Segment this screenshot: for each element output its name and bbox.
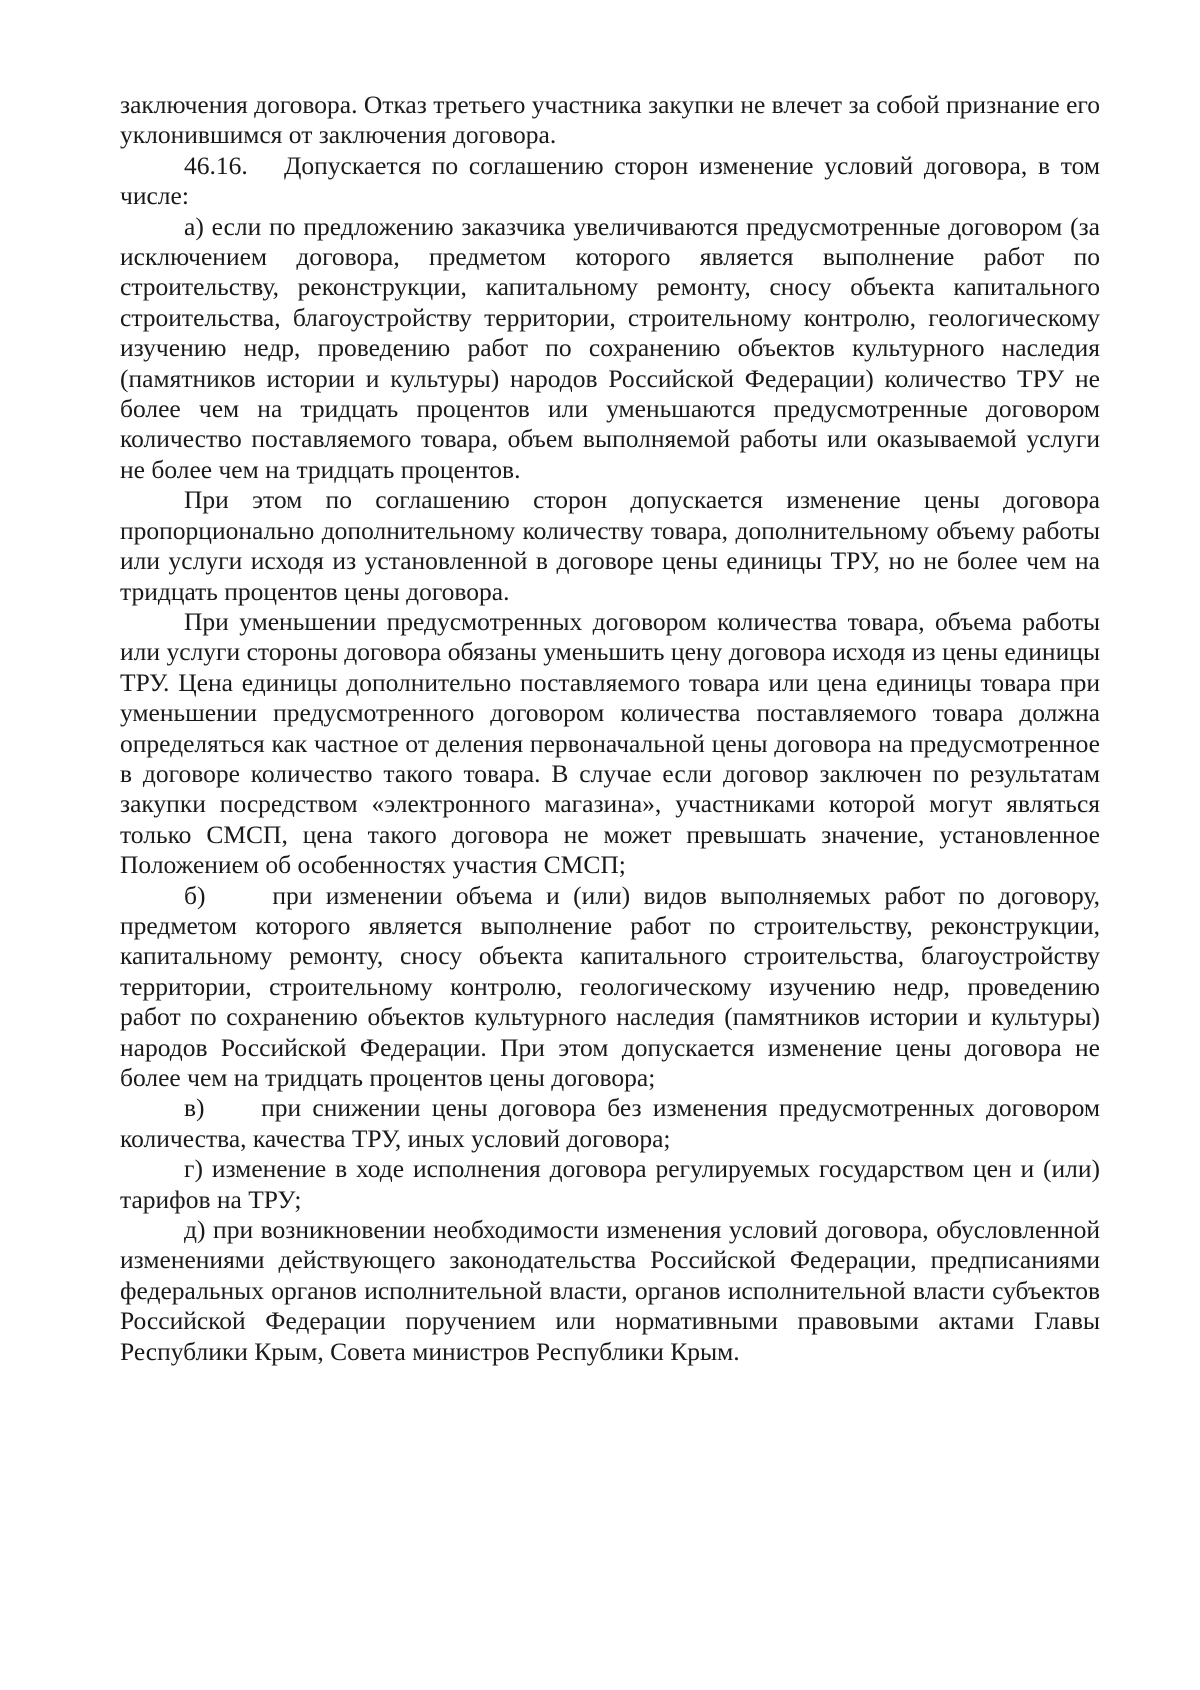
list-item-b [120,881,1100,1094]
clause-number: 46.16. [184,150,248,180]
document-body [120,90,1100,1367]
clause-46-16 [120,151,1100,212]
paragraph-price-increase: При этом по соглашению сторон допускается изменение цены договора пропорционально дополнительному количеству товара, дополнительному объему работы или услуги исходя из установленной в договоре цены единицы ТРУ, но не более чем на тридцать процентов цены договора. [120,485,1100,606]
item-letter: б) [184,880,206,910]
list-item-d [120,1215,1100,1367]
item-letter: г) [184,1154,203,1184]
list-item-v [120,1093,1100,1154]
item-letter: в) [184,1093,205,1123]
item-text: если по предложению заказчика увеличиваются предусмотренные договором (за исключением договора, предметом которого является выполнение работ по строительству, реконструкции, капитальному ремонту, сносу объекта капитального строительства, благоустройству территории, строительному контролю, геологическому изучению недр, проведению работ по сохранению объектов культурного наследия (памятников истории и культуры) народов Российской Федерации) количество ТРУ не более чем на тридцать процентов или уменьшаются предусмотренные договором количество поставляемого товара, объем выполняемой работы или оказываемой услуги не более чем на тридцать процентов. [120,211,1100,484]
paragraph-price-decrease: При уменьшении предусмотренных договором количества товара, объема работы или услуги стороны договора обязаны уменьшить цену договора исходя из цены единицы ТРУ. Цена единицы дополнительно поставляемого товара или цена единицы товара при уменьшении предусмотренного договором количества поставляемого товара должна определяться как частное от деления первоначальной цены договора на предусмотренное в договоре количество такого товара. В случае если договор заключен по результатам закупки посредством «электронного магазина», участниками которой могут являться только СМСП, цена такого договора не может превышать значение, установленное Положением об особенностях участия СМСП; [120,606,1100,880]
item-letter: а) [184,211,204,241]
paragraph-continuation: заключения договора. Отказ третьего участника закупки не влечет за собой признание его уклонившимся от заключения договора. [120,90,1100,150]
item-text: при изменении объема и (или) видов выполняемых работ по договору, предметом которого является выполнение работ по строительству, реконструкции, капитальному ремонту, сносу объекта капитального строительства, благоустройству территории, строительному контролю, геологическому изучению недр, проведению работ по сохранению объектов культурного наследия (памятников истории и культуры) народов Российской Федерации. При этом допускается изменение цены договора не более чем на тридцать процентов цены договора; [120,880,1100,1092]
item-letter: д) [184,1215,206,1245]
item-text: изменение в ходе исполнения договора регулируемых государством цен и (или) тарифов на ТРУ; [120,1154,1100,1214]
clause-text: Допускается по соглашению сторон изменение условий договора, в том числе: [120,150,1100,211]
list-item-g [120,1154,1100,1215]
list-item-a [120,212,1100,486]
item-text: при возникновении необходимости изменения условий договора, обусловленной изменениями действующего законодательства Российской Федерации, предписаниями федеральных органов исполнительной власти, органов исполнительной власти субъектов Российской Федерации поручением или нормативными правовыми актами Главы Республики Крым, Совета министров Республики Крым. [120,1215,1100,1366]
item-text: при снижении цены договора без изменения предусмотренных договором количества, качества ТРУ, иных условий договора; [120,1093,1101,1153]
